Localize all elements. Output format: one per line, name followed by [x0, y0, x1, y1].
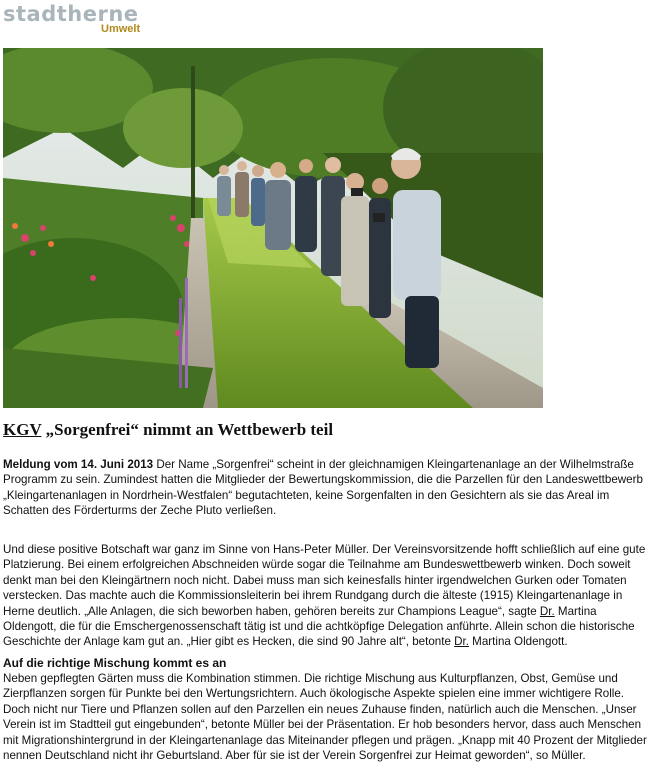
- article-photo: [3, 48, 543, 408]
- paragraph-2-text-b: Martina Oldengott, die für die Emschergenossenschaft tätig ist und die achtköpfige Delegation anführte. Allein schon die historische Geschichte der Anlage kam gut an. „Hier gibt es Hecken, die sind 90 Jahre alt“, betonte: [3, 604, 635, 649]
- article-headline: [3, 420, 333, 440]
- logo-wordmark: stadtherne: [3, 2, 139, 26]
- title-link-1[interactable]: Dr.: [539, 604, 555, 618]
- article-paragraph-3: Neben gepflegten Gärten muss die Kombination stimmen. Die richtige Mischung aus Kulturpflanzen, Obst, Gemüse und Zierpflanzen sorgen für Punkte bei den Wertungsrichtern. Auch ökologische Aspekte spielen eine immer wichtigere Rolle. Doch nicht nur Tiere und Pflanzen sollen auf den Parzellen ein neues Zuhause finden, natürlich auch die Menschen. „Unser Verein ist im Stadtteil gut eingebunden“, betonte Müller bei der Präsentation. Er hob besonders hervor, dass auch Menschen mit Migrationshintergrund in der Kleingartenanlage das Miteinander pflegen und prägen. „Knapp mit 40 Prozent der Mitglieder nennen Deutschland nicht ihr Geburtsland. Aber für sie ist der Verein Sorgenfrei zur Heimat geworden“, so Müller.: [3, 672, 647, 763]
- article-paragraph-2: [3, 542, 648, 650]
- article-paragraph-1: [3, 457, 648, 519]
- headline-prefix[interactable]: KGV: [3, 420, 42, 439]
- title-link-2[interactable]: Dr.: [454, 635, 469, 649]
- headline-title: „Sorgenfrei“ nimmt an Wettbewerb teil: [41, 420, 334, 439]
- article-dateline: Meldung vom 14. Juni 2013: [3, 458, 154, 471]
- paragraph-2-text-a: Und diese positive Botschaft war ganz im Sinne von Hans-Peter Müller. Der Vereinsvorsitzende hofft schließlich auf eine gute Platzierung. Bei einem erfolgreichen Abschneiden würde sogar die Teilnahme am Bundeswettbewerb winken. Doch soweit denkt man bei den Kleingärtnern noch nicht. Dabei muss man sich keinesfalls hinter irgendwelchen Gurken oder Tomaten verstecken. Das machte auch die Kommissionsleiterin bei ihrem Rundgang durch die älteste (1915) Kleingartenanlage in Herne deutlich. „Alle Anlagen, die sich beworben haben, gehören bereits zur Champions League“, sagte: [3, 543, 646, 618]
- paragraph-2-text-c: Martina Oldengott.: [468, 635, 568, 649]
- section-label: Umwelt: [101, 23, 141, 35]
- article-subheading: Auf die richtige Mischung kommt es an: [3, 656, 227, 670]
- paragraph-1-text: Der Name „Sorgenfrei“ scheint in der gleichnamigen Kleingartenanlage an der Wilhelmstraße Programm zu sein. Zumindest hatten die Mitglieder der Bewertungskommission, die die Parzellen für den Landeswettbewerb „Kleingartenanlagen in Nordrhein-Westfalen“ begutachteten, keine Sorgenfalten in den Gesichtern als sie das Areal im Schatten des Förderturms der Zeche Pluto verließen.: [3, 458, 643, 518]
